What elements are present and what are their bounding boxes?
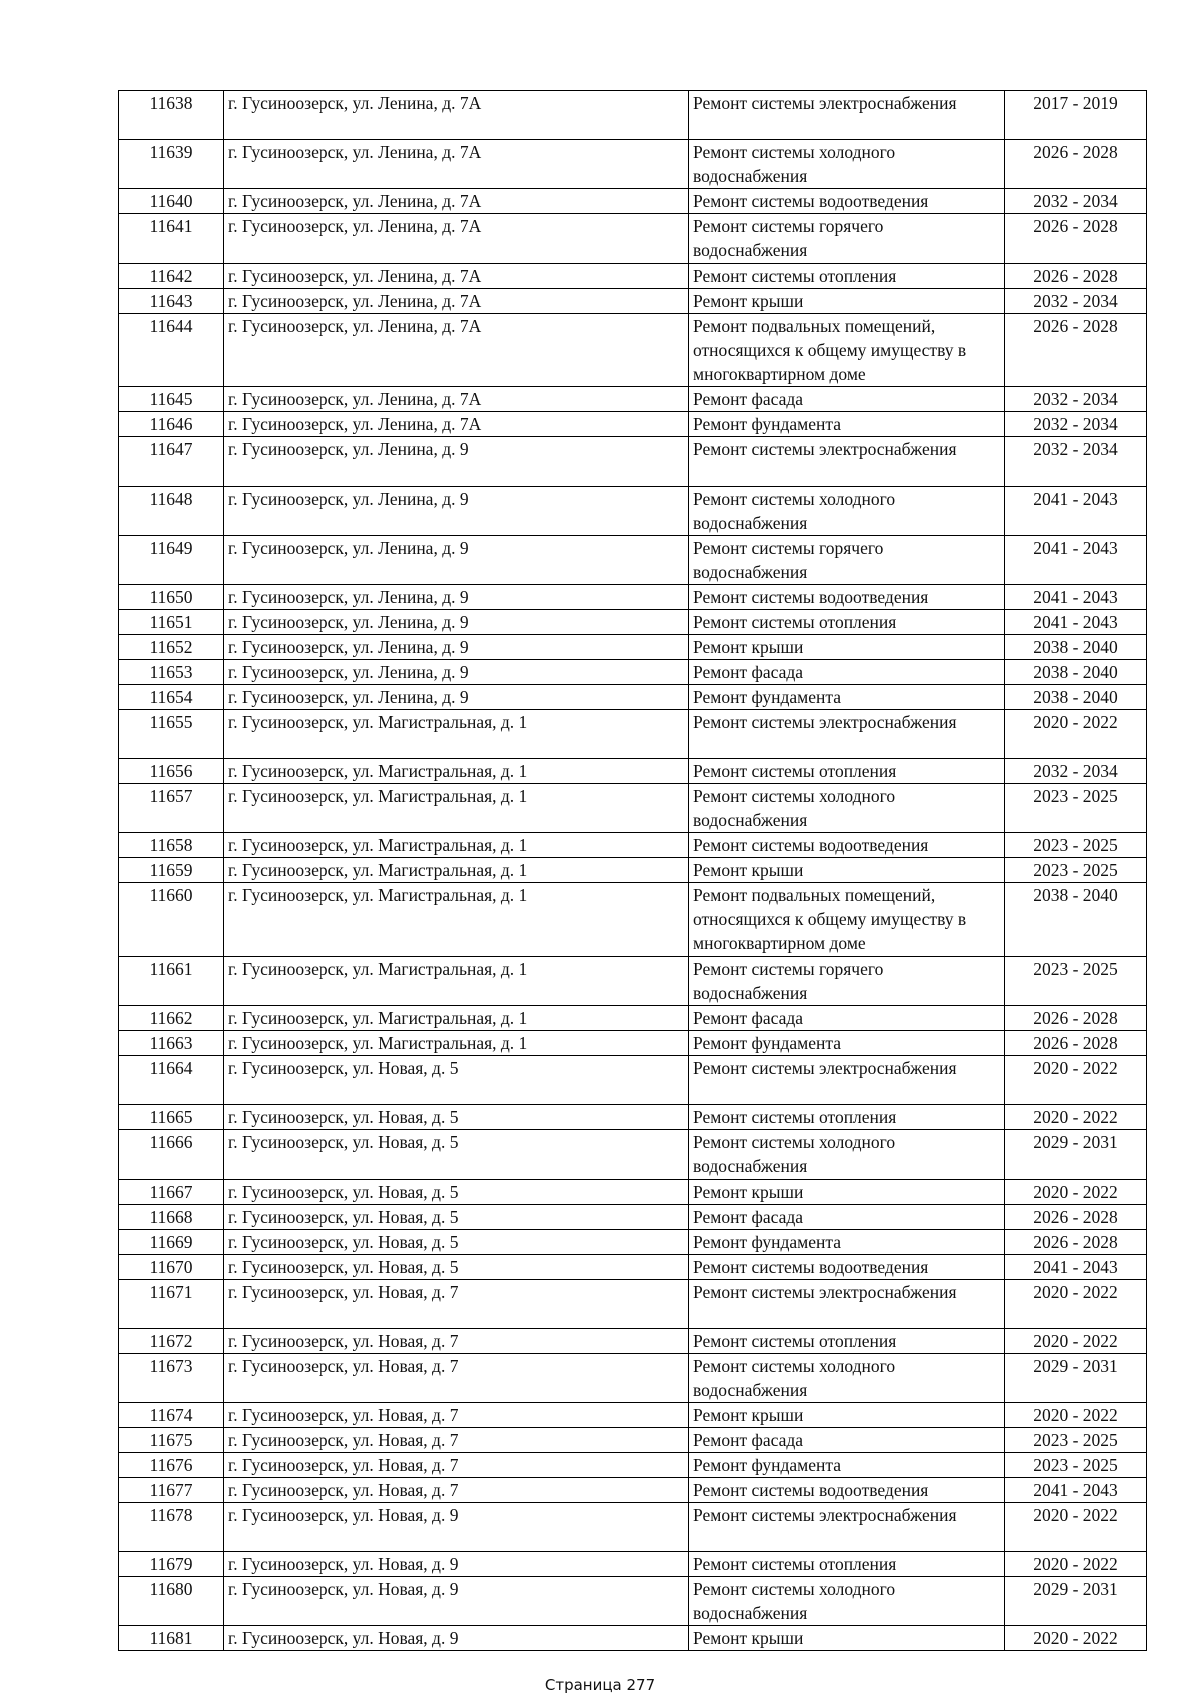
row-period: 2026 - 2028 bbox=[1005, 214, 1147, 263]
row-number: 11646 bbox=[119, 412, 224, 437]
row-work-type: Ремонт системы электроснабжения bbox=[689, 1056, 1005, 1105]
table-row bbox=[119, 1179, 1147, 1204]
row-number: 11677 bbox=[119, 1478, 224, 1503]
row-work-type: Ремонт системы электроснабжения bbox=[689, 437, 1005, 486]
row-address: г. Гусиноозерск, ул. Магистральная, д. 1 bbox=[224, 784, 689, 833]
row-work-type: Ремонт системы водоотведения bbox=[689, 833, 1005, 858]
row-work-type: Ремонт фасада bbox=[689, 387, 1005, 412]
row-work-type: Ремонт фундамента bbox=[689, 1453, 1005, 1478]
table-row bbox=[119, 1353, 1147, 1402]
row-work-type: Ремонт фундамента bbox=[689, 412, 1005, 437]
row-period: 2032 - 2034 bbox=[1005, 412, 1147, 437]
table-row bbox=[119, 1552, 1147, 1577]
row-number: 11661 bbox=[119, 957, 224, 1006]
row-address: г. Гусиноозерск, ул. Ленина, д. 7А bbox=[224, 288, 689, 313]
row-work-type: Ремонт системы водоотведения bbox=[689, 1478, 1005, 1503]
row-work-type: Ремонт системы отопления bbox=[689, 263, 1005, 288]
row-work-type: Ремонт системы горячего водоснабжения bbox=[689, 957, 1005, 1006]
row-work-type: Ремонт системы отопления bbox=[689, 1105, 1005, 1130]
row-address: г. Гусиноозерск, ул. Ленина, д. 7А bbox=[224, 313, 689, 387]
page-number: Страница 277 bbox=[544, 1676, 656, 1694]
row-address: г. Гусиноозерск, ул. Новая, д. 9 bbox=[224, 1626, 689, 1651]
row-address: г. Гусиноозерск, ул. Ленина, д. 9 bbox=[224, 486, 689, 535]
row-address: г. Гусиноозерск, ул. Новая, д. 7 bbox=[224, 1279, 689, 1328]
row-period: 2038 - 2040 bbox=[1005, 659, 1147, 684]
row-address: г. Гусиноозерск, ул. Ленина, д. 7А bbox=[224, 412, 689, 437]
row-address: г. Гусиноозерск, ул. Новая, д. 7 bbox=[224, 1478, 689, 1503]
row-number: 11652 bbox=[119, 634, 224, 659]
table-row bbox=[119, 1403, 1147, 1428]
row-period: 2020 - 2022 bbox=[1005, 709, 1147, 758]
row-number: 11665 bbox=[119, 1105, 224, 1130]
table-row bbox=[119, 858, 1147, 883]
table-row bbox=[119, 387, 1147, 412]
row-period: 2041 - 2043 bbox=[1005, 1478, 1147, 1503]
row-period: 2032 - 2034 bbox=[1005, 288, 1147, 313]
row-work-type: Ремонт системы холодного водоснабжения bbox=[689, 140, 1005, 189]
row-address: г. Гусиноозерск, ул. Ленина, д. 7А bbox=[224, 214, 689, 263]
row-period: 2032 - 2034 bbox=[1005, 189, 1147, 214]
row-address: г. Гусиноозерск, ул. Новая, д. 9 bbox=[224, 1577, 689, 1626]
row-number: 11656 bbox=[119, 759, 224, 784]
row-number: 11678 bbox=[119, 1503, 224, 1552]
row-period: 2023 - 2025 bbox=[1005, 1428, 1147, 1453]
row-number: 11671 bbox=[119, 1279, 224, 1328]
repair-schedule-table bbox=[118, 90, 1147, 1651]
row-address: г. Гусиноозерск, ул. Новая, д. 5 bbox=[224, 1204, 689, 1229]
row-address: г. Гусиноозерск, ул. Новая, д. 7 bbox=[224, 1428, 689, 1453]
row-number: 11666 bbox=[119, 1130, 224, 1179]
row-number: 11655 bbox=[119, 709, 224, 758]
row-period: 2041 - 2043 bbox=[1005, 486, 1147, 535]
table-row bbox=[119, 957, 1147, 1006]
table-row bbox=[119, 1006, 1147, 1031]
table-row bbox=[119, 659, 1147, 684]
row-period: 2017 - 2019 bbox=[1005, 91, 1147, 140]
table-row bbox=[119, 634, 1147, 659]
table-row bbox=[119, 1626, 1147, 1651]
row-number: 11681 bbox=[119, 1626, 224, 1651]
table-row bbox=[119, 1428, 1147, 1453]
row-address: г. Гусиноозерск, ул. Ленина, д. 9 bbox=[224, 437, 689, 486]
row-work-type: Ремонт фундамента bbox=[689, 684, 1005, 709]
row-address: г. Гусиноозерск, ул. Магистральная, д. 1 bbox=[224, 759, 689, 784]
row-work-type: Ремонт системы отопления bbox=[689, 759, 1005, 784]
row-work-type: Ремонт фасада bbox=[689, 659, 1005, 684]
row-period: 2041 - 2043 bbox=[1005, 584, 1147, 609]
row-address: г. Гусиноозерск, ул. Новая, д. 7 bbox=[224, 1328, 689, 1353]
row-number: 11669 bbox=[119, 1229, 224, 1254]
row-period: 2023 - 2025 bbox=[1005, 858, 1147, 883]
row-address: г. Гусиноозерск, ул. Новая, д. 5 bbox=[224, 1105, 689, 1130]
row-period: 2020 - 2022 bbox=[1005, 1403, 1147, 1428]
row-period: 2026 - 2028 bbox=[1005, 1006, 1147, 1031]
table-row bbox=[119, 1229, 1147, 1254]
row-number: 11642 bbox=[119, 263, 224, 288]
row-number: 11644 bbox=[119, 313, 224, 387]
table-row bbox=[119, 1328, 1147, 1353]
row-period: 2020 - 2022 bbox=[1005, 1179, 1147, 1204]
row-work-type: Ремонт крыши bbox=[689, 1403, 1005, 1428]
table-row bbox=[119, 140, 1147, 189]
row-period: 2020 - 2022 bbox=[1005, 1503, 1147, 1552]
table-row bbox=[119, 535, 1147, 584]
row-work-type: Ремонт системы электроснабжения bbox=[689, 1503, 1005, 1552]
row-address: г. Гусиноозерск, ул. Новая, д. 5 bbox=[224, 1056, 689, 1105]
row-work-type: Ремонт системы холодного водоснабжения bbox=[689, 784, 1005, 833]
row-work-type: Ремонт крыши bbox=[689, 1179, 1005, 1204]
row-address: г. Гусиноозерск, ул. Магистральная, д. 1 bbox=[224, 833, 689, 858]
row-number: 11643 bbox=[119, 288, 224, 313]
row-number: 11645 bbox=[119, 387, 224, 412]
row-address: г. Гусиноозерск, ул. Ленина, д. 9 bbox=[224, 584, 689, 609]
row-work-type: Ремонт системы холодного водоснабжения bbox=[689, 1353, 1005, 1402]
row-period: 2026 - 2028 bbox=[1005, 1229, 1147, 1254]
row-address: г. Гусиноозерск, ул. Новая, д. 5 bbox=[224, 1229, 689, 1254]
row-period: 2026 - 2028 bbox=[1005, 1031, 1147, 1056]
row-period: 2041 - 2043 bbox=[1005, 609, 1147, 634]
row-number: 11670 bbox=[119, 1254, 224, 1279]
row-period: 2026 - 2028 bbox=[1005, 140, 1147, 189]
row-number: 11641 bbox=[119, 214, 224, 263]
row-work-type: Ремонт системы водоотведения bbox=[689, 189, 1005, 214]
row-address: г. Гусиноозерск, ул. Новая, д. 9 bbox=[224, 1503, 689, 1552]
table-row bbox=[119, 288, 1147, 313]
row-work-type: Ремонт системы отопления bbox=[689, 609, 1005, 634]
table-row bbox=[119, 1031, 1147, 1056]
table-row bbox=[119, 1577, 1147, 1626]
row-address: г. Гусиноозерск, ул. Ленина, д. 7А bbox=[224, 140, 689, 189]
row-address: г. Гусиноозерск, ул. Магистральная, д. 1 bbox=[224, 858, 689, 883]
row-address: г. Гусиноозерск, ул. Ленина, д. 9 bbox=[224, 535, 689, 584]
row-period: 2041 - 2043 bbox=[1005, 1254, 1147, 1279]
row-period: 2041 - 2043 bbox=[1005, 535, 1147, 584]
row-work-type: Ремонт крыши bbox=[689, 1626, 1005, 1651]
row-work-type: Ремонт системы холодного водоснабжения bbox=[689, 1130, 1005, 1179]
row-work-type: Ремонт подвальных помещений, относящихся к общему имуществу в многоквартирном доме bbox=[689, 313, 1005, 387]
row-number: 11647 bbox=[119, 437, 224, 486]
row-period: 2038 - 2040 bbox=[1005, 883, 1147, 957]
row-work-type: Ремонт системы водоотведения bbox=[689, 584, 1005, 609]
row-number: 11654 bbox=[119, 684, 224, 709]
row-period: 2038 - 2040 bbox=[1005, 634, 1147, 659]
row-address: г. Гусиноозерск, ул. Ленина, д. 7А bbox=[224, 91, 689, 140]
row-work-type: Ремонт крыши bbox=[689, 634, 1005, 659]
row-number: 11676 bbox=[119, 1453, 224, 1478]
row-address: г. Гусиноозерск, ул. Новая, д. 5 bbox=[224, 1179, 689, 1204]
row-period: 2020 - 2022 bbox=[1005, 1105, 1147, 1130]
row-address: г. Гусиноозерск, ул. Новая, д. 7 bbox=[224, 1353, 689, 1402]
row-work-type: Ремонт системы холодного водоснабжения bbox=[689, 1577, 1005, 1626]
row-period: 2029 - 2031 bbox=[1005, 1130, 1147, 1179]
row-work-type: Ремонт системы электроснабжения bbox=[689, 91, 1005, 140]
table-row bbox=[119, 1056, 1147, 1105]
table-row bbox=[119, 91, 1147, 140]
row-work-type: Ремонт фундамента bbox=[689, 1229, 1005, 1254]
row-number: 11648 bbox=[119, 486, 224, 535]
table-row bbox=[119, 833, 1147, 858]
row-work-type: Ремонт крыши bbox=[689, 288, 1005, 313]
row-period: 2029 - 2031 bbox=[1005, 1353, 1147, 1402]
row-address: г. Гусиноозерск, ул. Ленина, д. 7А bbox=[224, 387, 689, 412]
row-number: 11638 bbox=[119, 91, 224, 140]
row-address: г. Гусиноозерск, ул. Ленина, д. 9 bbox=[224, 684, 689, 709]
row-number: 11664 bbox=[119, 1056, 224, 1105]
table-row bbox=[119, 684, 1147, 709]
row-number: 11675 bbox=[119, 1428, 224, 1453]
row-number: 11659 bbox=[119, 858, 224, 883]
row-address: г. Гусиноозерск, ул. Магистральная, д. 1 bbox=[224, 957, 689, 1006]
row-period: 2032 - 2034 bbox=[1005, 437, 1147, 486]
row-number: 11662 bbox=[119, 1006, 224, 1031]
row-period: 2020 - 2022 bbox=[1005, 1279, 1147, 1328]
row-period: 2020 - 2022 bbox=[1005, 1328, 1147, 1353]
table-row bbox=[119, 437, 1147, 486]
table-row bbox=[119, 1453, 1147, 1478]
table-row bbox=[119, 784, 1147, 833]
table-row bbox=[119, 883, 1147, 957]
row-number: 11651 bbox=[119, 609, 224, 634]
table-row bbox=[119, 1105, 1147, 1130]
row-address: г. Гусиноозерск, ул. Ленина, д. 7А bbox=[224, 189, 689, 214]
row-work-type: Ремонт системы электроснабжения bbox=[689, 1279, 1005, 1328]
row-number: 11680 bbox=[119, 1577, 224, 1626]
row-work-type: Ремонт фасада bbox=[689, 1006, 1005, 1031]
table-row bbox=[119, 1503, 1147, 1552]
row-number: 11658 bbox=[119, 833, 224, 858]
row-address: г. Гусиноозерск, ул. Магистральная, д. 1 bbox=[224, 709, 689, 758]
row-number: 11672 bbox=[119, 1328, 224, 1353]
row-period: 2032 - 2034 bbox=[1005, 387, 1147, 412]
row-address: г. Гусиноозерск, ул. Магистральная, д. 1 bbox=[224, 883, 689, 957]
row-number: 11650 bbox=[119, 584, 224, 609]
row-work-type: Ремонт системы холодного водоснабжения bbox=[689, 486, 1005, 535]
row-number: 11657 bbox=[119, 784, 224, 833]
row-period: 2023 - 2025 bbox=[1005, 784, 1147, 833]
table-row bbox=[119, 214, 1147, 263]
table-row bbox=[119, 1204, 1147, 1229]
row-number: 11660 bbox=[119, 883, 224, 957]
table-row bbox=[119, 263, 1147, 288]
row-number: 11663 bbox=[119, 1031, 224, 1056]
row-address: г. Гусиноозерск, ул. Магистральная, д. 1 bbox=[224, 1031, 689, 1056]
table-row bbox=[119, 189, 1147, 214]
row-period: 2020 - 2022 bbox=[1005, 1626, 1147, 1651]
row-address: г. Гусиноозерск, ул. Ленина, д. 7А bbox=[224, 263, 689, 288]
row-number: 11668 bbox=[119, 1204, 224, 1229]
row-number: 11649 bbox=[119, 535, 224, 584]
table-row bbox=[119, 584, 1147, 609]
table-row bbox=[119, 313, 1147, 387]
table-row bbox=[119, 486, 1147, 535]
row-work-type: Ремонт системы отопления bbox=[689, 1328, 1005, 1353]
row-number: 11653 bbox=[119, 659, 224, 684]
row-address: г. Гусиноозерск, ул. Новая, д. 9 bbox=[224, 1552, 689, 1577]
row-period: 2020 - 2022 bbox=[1005, 1552, 1147, 1577]
row-work-type: Ремонт системы горячего водоснабжения bbox=[689, 214, 1005, 263]
row-number: 11640 bbox=[119, 189, 224, 214]
row-work-type: Ремонт системы водоотведения bbox=[689, 1254, 1005, 1279]
row-period: 2026 - 2028 bbox=[1005, 1204, 1147, 1229]
row-period: 2023 - 2025 bbox=[1005, 957, 1147, 1006]
row-number: 11673 bbox=[119, 1353, 224, 1402]
row-work-type: Ремонт фасада bbox=[689, 1204, 1005, 1229]
table-row bbox=[119, 1478, 1147, 1503]
row-period: 2038 - 2040 bbox=[1005, 684, 1147, 709]
table-row bbox=[119, 1130, 1147, 1179]
row-work-type: Ремонт фундамента bbox=[689, 1031, 1005, 1056]
table-row bbox=[119, 1279, 1147, 1328]
row-number: 11679 bbox=[119, 1552, 224, 1577]
row-period: 2029 - 2031 bbox=[1005, 1577, 1147, 1626]
row-work-type: Ремонт крыши bbox=[689, 858, 1005, 883]
table-body bbox=[119, 91, 1147, 1651]
table-row bbox=[119, 412, 1147, 437]
table-row bbox=[119, 709, 1147, 758]
row-number: 11674 bbox=[119, 1403, 224, 1428]
row-work-type: Ремонт фасада bbox=[689, 1428, 1005, 1453]
row-address: г. Гусиноозерск, ул. Новая, д. 7 bbox=[224, 1403, 689, 1428]
row-period: 2023 - 2025 bbox=[1005, 1453, 1147, 1478]
row-address: г. Гусиноозерск, ул. Новая, д. 5 bbox=[224, 1254, 689, 1279]
table-row bbox=[119, 759, 1147, 784]
row-period: 2032 - 2034 bbox=[1005, 759, 1147, 784]
row-work-type: Ремонт подвальных помещений, относящихся к общему имуществу в многоквартирном доме bbox=[689, 883, 1005, 957]
row-address: г. Гусиноозерск, ул. Новая, д. 5 bbox=[224, 1130, 689, 1179]
table-row bbox=[119, 1254, 1147, 1279]
row-period: 2026 - 2028 bbox=[1005, 313, 1147, 387]
row-work-type: Ремонт системы электроснабжения bbox=[689, 709, 1005, 758]
row-address: г. Гусиноозерск, ул. Ленина, д. 9 bbox=[224, 659, 689, 684]
row-number: 11667 bbox=[119, 1179, 224, 1204]
row-period: 2020 - 2022 bbox=[1005, 1056, 1147, 1105]
table-row bbox=[119, 609, 1147, 634]
row-address: г. Гусиноозерск, ул. Магистральная, д. 1 bbox=[224, 1006, 689, 1031]
row-work-type: Ремонт системы горячего водоснабжения bbox=[689, 535, 1005, 584]
row-period: 2026 - 2028 bbox=[1005, 263, 1147, 288]
row-address: г. Гусиноозерск, ул. Ленина, д. 9 bbox=[224, 609, 689, 634]
row-period: 2023 - 2025 bbox=[1005, 833, 1147, 858]
row-address: г. Гусиноозерск, ул. Ленина, д. 9 bbox=[224, 634, 689, 659]
row-work-type: Ремонт системы отопления bbox=[689, 1552, 1005, 1577]
row-address: г. Гусиноозерск, ул. Новая, д. 7 bbox=[224, 1453, 689, 1478]
row-number: 11639 bbox=[119, 140, 224, 189]
